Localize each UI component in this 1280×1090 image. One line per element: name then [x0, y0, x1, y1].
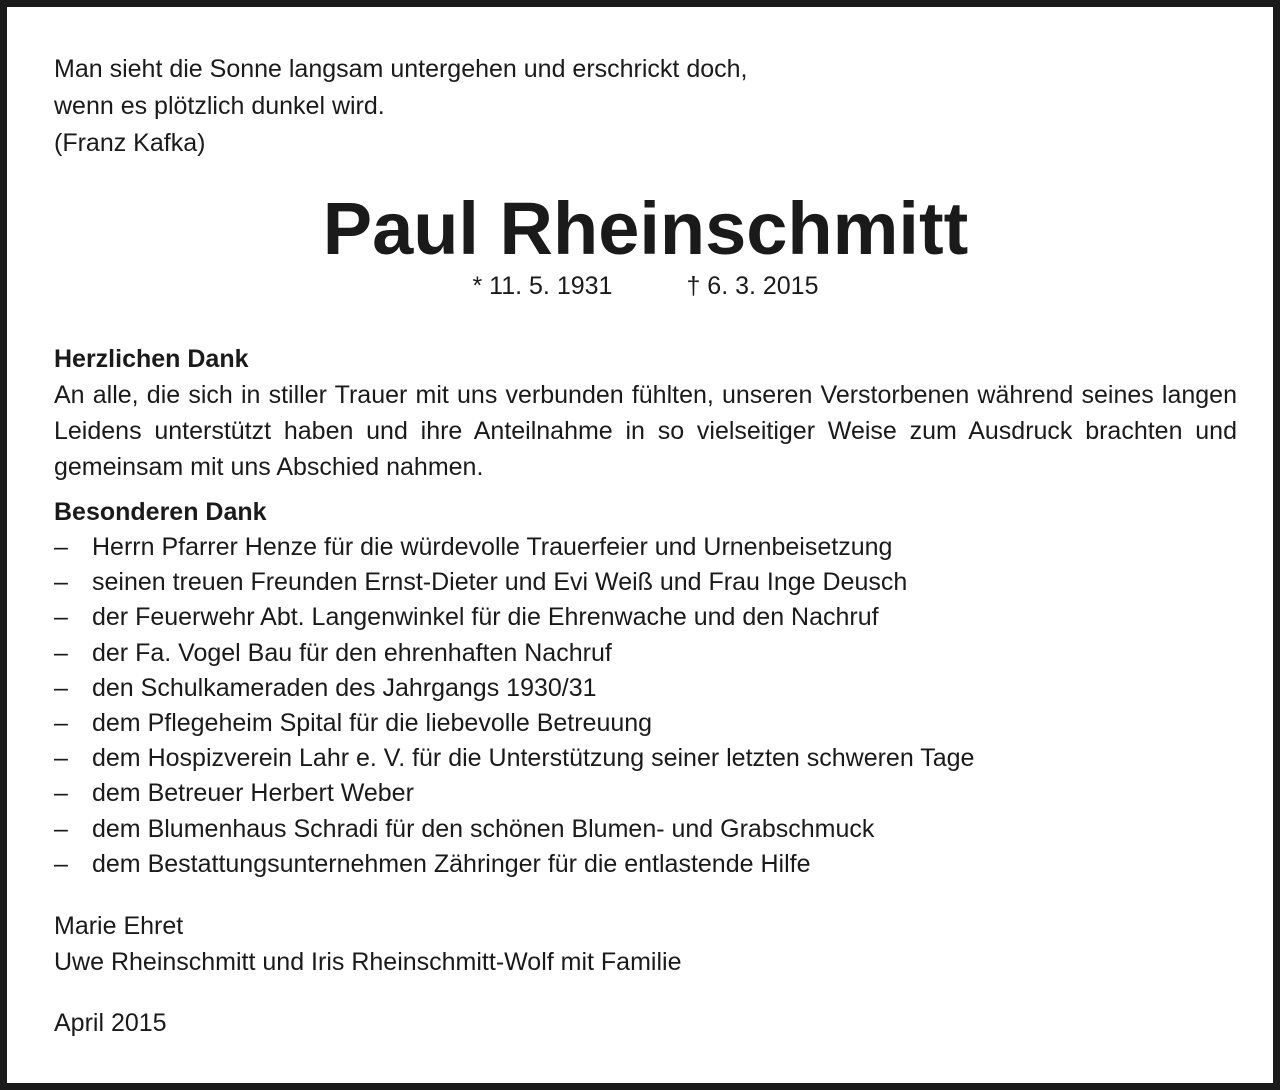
list-item — [54, 741, 1237, 776]
signature-line-2: Uwe Rheinschmitt und Iris Rheinschmitt-Wolf mit Familie — [54, 948, 682, 977]
life-dates — [54, 270, 1237, 302]
quote-author: (Franz Kafka) — [54, 129, 206, 157]
special-thanks-list — [54, 530, 1237, 882]
list-item-text: dem Bestattungsunternehmen Zähringer für die entlastende Hilfe — [92, 849, 811, 878]
list-item — [54, 671, 1237, 706]
dash-bullet: – — [54, 533, 68, 561]
dash-bullet: – — [54, 709, 68, 738]
dash-bullet: – — [54, 603, 68, 632]
list-item — [54, 636, 1237, 671]
list-item-text: dem Pflegeheim Spital für die liebevolle Betreuung — [92, 709, 653, 738]
list-item — [54, 530, 1237, 565]
dash-bullet: – — [54, 779, 68, 808]
dash-bullet: – — [54, 744, 68, 773]
deceased-name: Paul Rheinschmitt — [322, 187, 969, 270]
birth-date: * 11. 5. 1931 — [472, 272, 613, 300]
list-item — [54, 565, 1237, 600]
list-item-text: der Fa. Vogel Bau für den ehrenhaften Nachruf — [92, 638, 612, 667]
dash-bullet: – — [54, 673, 68, 702]
list-item — [54, 847, 1237, 882]
kafka-quote — [54, 51, 1237, 162]
list-item-text: dem Blumenhaus Schradi für den schönen Blumen- und Grabschmuck — [92, 814, 875, 843]
notice-content — [54, 51, 1237, 1041]
quote-line-1: Man sieht die Sonne langsam untergehen und erschrickt doch, — [54, 55, 748, 83]
general-thanks-heading: Herzlichen Dank — [54, 345, 249, 373]
special-thanks-heading: Besonderen Dank — [54, 498, 267, 526]
general-thanks-text: An alle, die sich in stiller Trauer mit uns verbunden fühlten, unseren Verstorbenen während seines langen Leidens unterstützt haben und ihre Anteilnahme in so vielseitiger Weise zum Ausdruck brachten und gemeinsam mit uns Abschied nahmen. — [54, 381, 1237, 481]
list-item — [54, 600, 1237, 635]
notice-date: April 2015 — [54, 1009, 167, 1038]
list-item — [54, 812, 1237, 847]
death-date: † 6. 3. 2015 — [686, 272, 819, 300]
list-item — [54, 776, 1237, 811]
list-item-text: seinen treuen Freunden Ernst-Dieter und Evi Weiß und Frau Inge Deusch — [92, 568, 908, 597]
signature-line-1: Marie Ehret — [54, 912, 184, 941]
dash-bullet: – — [54, 849, 68, 878]
dash-bullet: – — [54, 638, 68, 667]
list-item-text: der Feuerwehr Abt. Langenwinkel für die Ehrenwache und den Nachruf — [92, 603, 879, 632]
list-item-text: dem Hospizverein Lahr e. V. für die Unterstützung seiner letzten schweren Tage — [92, 744, 975, 773]
list-item — [54, 706, 1237, 741]
list-item-text: dem Betreuer Herbert Weber — [92, 779, 414, 808]
list-item-text: Herrn Pfarrer Henze für die würdevolle Trauerfeier und Urnenbeisetzung — [92, 533, 893, 561]
dash-bullet: – — [54, 814, 68, 843]
quote-line-2: wenn es plötzlich dunkel wird. — [54, 92, 385, 120]
list-item-text: den Schulkameraden des Jahrgangs 1930/31 — [92, 673, 597, 702]
dash-bullet: – — [54, 568, 68, 597]
